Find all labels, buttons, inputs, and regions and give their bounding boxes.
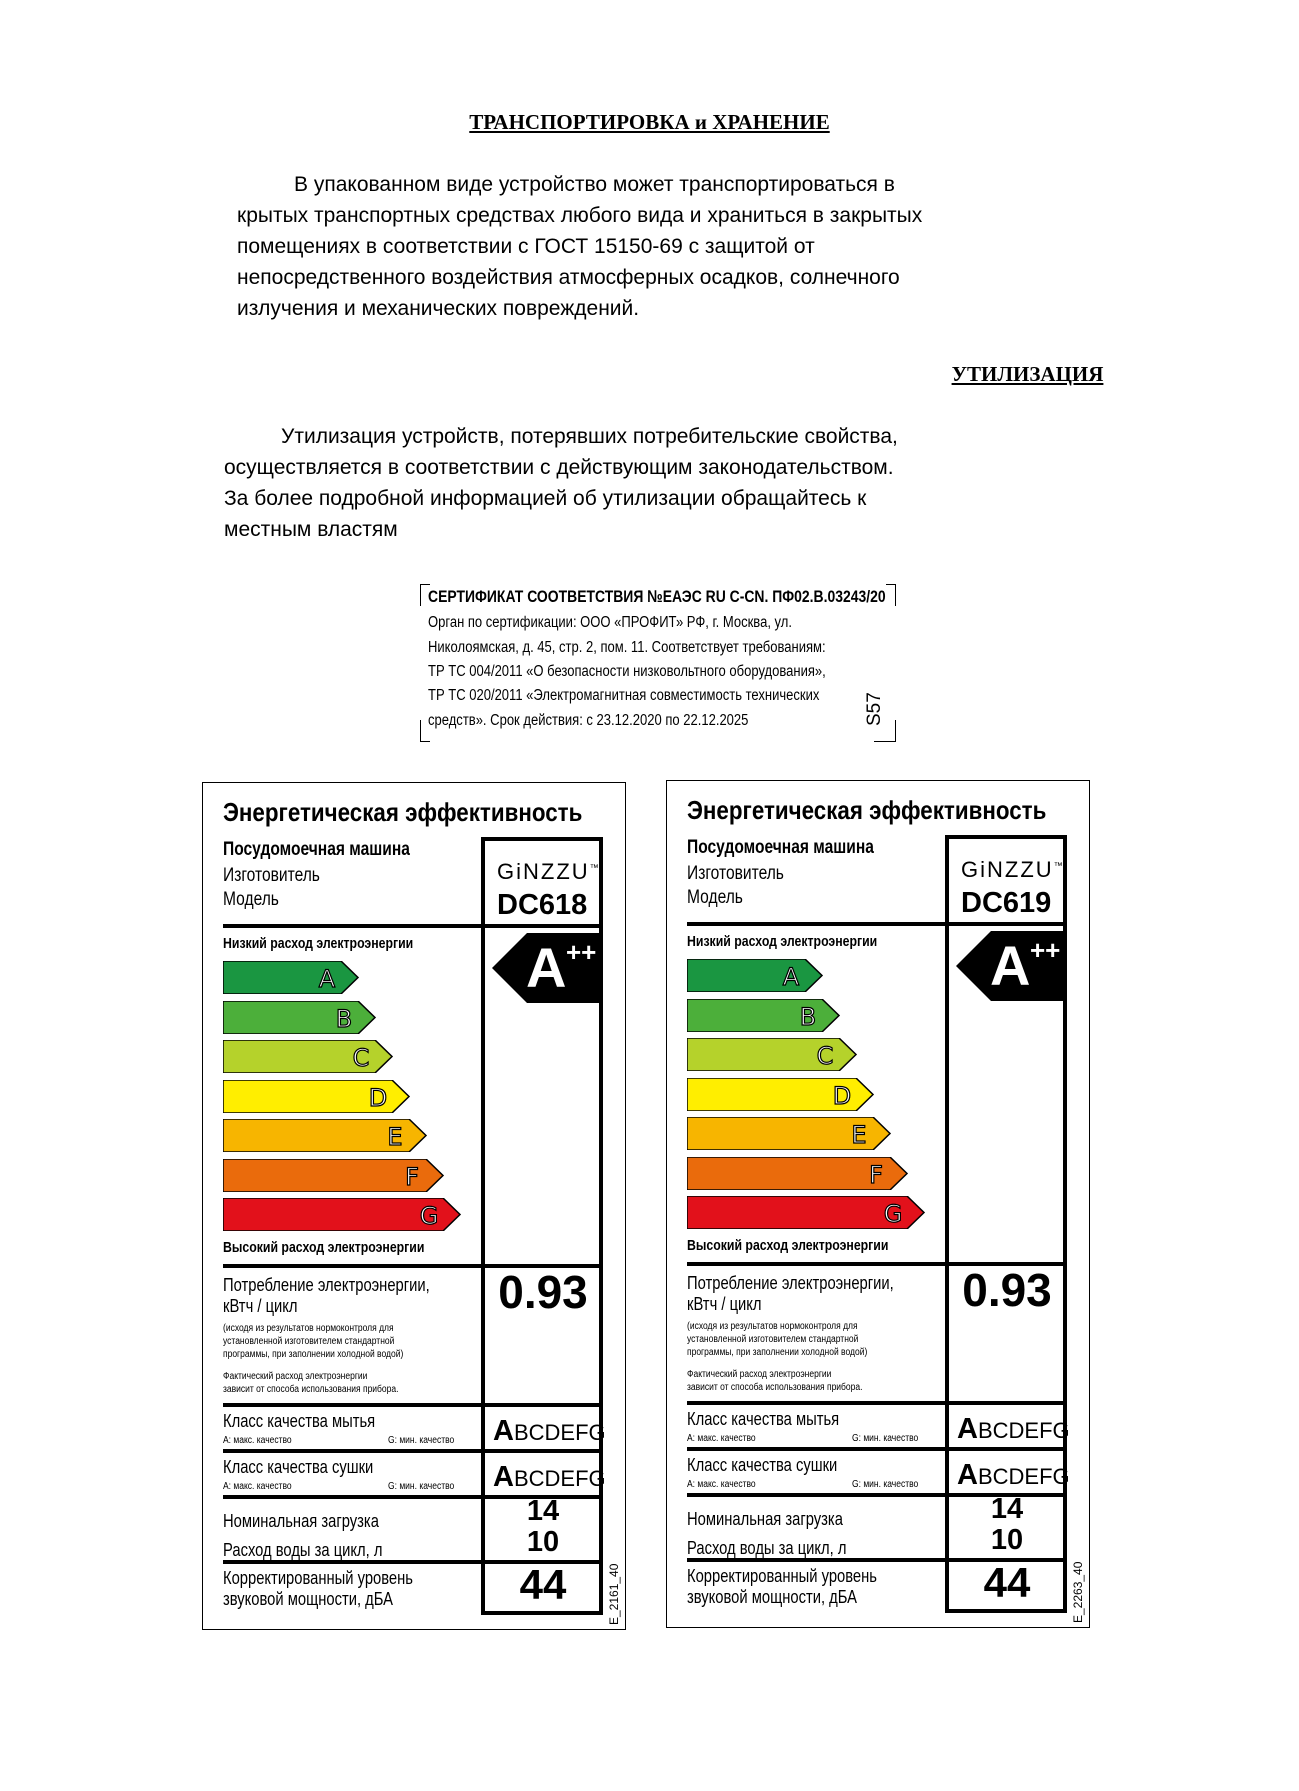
scale-bar-c bbox=[687, 1038, 859, 1071]
wash-max: А: макс. качество bbox=[223, 1435, 292, 1446]
scale-bar-letter: C bbox=[816, 1042, 834, 1070]
scale-bar-shape bbox=[223, 1001, 378, 1034]
scale-bar-shape bbox=[223, 1119, 429, 1152]
high-consumption-text: Высокий расход электроэнергии bbox=[687, 1237, 889, 1254]
label-title: Энергетическая эффективность bbox=[687, 795, 1047, 825]
noise-label: Корректированный уровень bbox=[223, 1568, 413, 1588]
dry-class-value: ABCDEFG bbox=[493, 1461, 606, 1493]
scale-bar-f bbox=[687, 1157, 910, 1190]
scale-bar-d bbox=[687, 1078, 876, 1111]
scale-bar-b bbox=[223, 1001, 378, 1034]
consumption-note: зависит от способа использования прибора. bbox=[223, 1384, 399, 1395]
high-consumption-text: Высокий расход электроэнергии bbox=[223, 1239, 425, 1256]
scale-bar-letter: B bbox=[799, 1002, 817, 1031]
scale-bar-letter: E bbox=[851, 1121, 867, 1149]
disposal-line: местным властям bbox=[224, 518, 398, 541]
label-title: Энергетическая эффективность bbox=[223, 797, 583, 827]
transport-line: излучения и механических повреждений. bbox=[237, 297, 640, 320]
rating-suffix: ++ bbox=[1030, 935, 1061, 965]
noise-value: 44 bbox=[519, 1561, 567, 1608]
consumption-note: Фактический расход электроэнергии bbox=[223, 1371, 368, 1382]
scale-bar-c bbox=[223, 1040, 395, 1073]
label-code: E_2263_40 bbox=[1071, 1561, 1085, 1623]
scale-bar-g bbox=[223, 1198, 463, 1231]
scale-bar-letter: A bbox=[782, 963, 800, 991]
load-value: 14 bbox=[526, 1495, 560, 1527]
water-label: Расход воды за цикл, л bbox=[223, 1540, 383, 1560]
wash-class-label: Класс качества мытья bbox=[223, 1411, 376, 1431]
consumption-note: зависит от способа использования прибора. bbox=[687, 1382, 863, 1393]
rating-letter: A bbox=[990, 934, 1031, 997]
brand-logo: GiNZZU™ bbox=[497, 859, 599, 884]
dry-class-label: Класс качества сушки bbox=[223, 1457, 374, 1477]
certificate-line: ТР ТС 020/2011 «Электромагнитная совместимость технических bbox=[428, 687, 820, 704]
scale-bar-shape bbox=[687, 959, 825, 992]
scale-bar-letter: F bbox=[405, 1162, 419, 1191]
dry-class-value: ABCDEFG bbox=[957, 1459, 1070, 1491]
disposal-line: Утилизация устройств, потерявших потребительские свойства, bbox=[281, 425, 898, 448]
wash-min: G: мин. качество bbox=[388, 1435, 455, 1446]
scale-bar-letter: D bbox=[832, 1081, 852, 1110]
scale-bar-b bbox=[687, 999, 842, 1032]
certificate-title: СЕРТИФИКАТ СООТВЕТСТВИЯ №ЕАЭС RU С-CN. ПФ02.В.03243/20 bbox=[428, 587, 886, 606]
certificate-line: Николоямская, д. 45, стр. 2, пом. 11. Соответствует требованиям: bbox=[428, 639, 826, 656]
water-value: 10 bbox=[990, 1524, 1024, 1556]
noise-label: звуковой мощности, дБА bbox=[687, 1587, 857, 1607]
consumption-note: Фактический расход электроэнергии bbox=[687, 1369, 832, 1380]
wash-class-value: ABCDEFG bbox=[957, 1413, 1070, 1445]
scale-bar-shape bbox=[223, 1159, 446, 1192]
scale-bar-f bbox=[223, 1159, 446, 1192]
low-consumption-text: Низкий расход электроэнергии bbox=[687, 933, 878, 950]
consumption-unit: кВтч / цикл bbox=[687, 1294, 762, 1314]
consumption-note: (исходя из результатов нормоконтроля для bbox=[687, 1321, 858, 1332]
consumption-value: 0.93 bbox=[962, 1264, 1052, 1316]
dry-max: А: макс. качество bbox=[223, 1481, 292, 1492]
manufacturer-label: Изготовитель bbox=[687, 863, 784, 884]
scale-bar-letter: C bbox=[352, 1044, 370, 1072]
model-label: Модель bbox=[687, 887, 743, 908]
scale-bar-letter: B bbox=[335, 1004, 353, 1033]
noise-label: Корректированный уровень bbox=[687, 1566, 877, 1586]
noise-label: звуковой мощности, дБА bbox=[223, 1589, 393, 1609]
scale-bar-shape bbox=[687, 1038, 859, 1071]
divider bbox=[687, 1401, 1067, 1405]
scale-bar-letter: G bbox=[883, 1200, 903, 1228]
scale-bar-shape bbox=[687, 1078, 876, 1111]
appliance-type: Посудомоечная машина bbox=[223, 839, 410, 860]
label-code: E_2161_40 bbox=[607, 1563, 621, 1625]
dry-min: G: мин. качество bbox=[388, 1481, 455, 1492]
consumption-value: 0.93 bbox=[498, 1266, 588, 1318]
consumption-note: установленной изготовителем стандартной bbox=[687, 1334, 859, 1345]
dry-max: А: макс. качество bbox=[687, 1479, 756, 1490]
dry-min: G: мин. качество bbox=[852, 1479, 919, 1490]
scale-bar-a bbox=[687, 959, 825, 992]
scale-bar-e bbox=[223, 1119, 429, 1152]
scale-bar-g bbox=[687, 1196, 927, 1229]
model-value: DC618 bbox=[497, 889, 588, 921]
brand-logo: GiNZZU™ bbox=[961, 857, 1063, 882]
scale-bar-shape bbox=[223, 1080, 412, 1113]
dry-class-label: Класс качества сушки bbox=[687, 1455, 838, 1475]
divider bbox=[223, 1403, 603, 1407]
certificate-line: ТР ТС 004/2011 «О безопасности низковольтного оборудования», bbox=[428, 663, 826, 680]
rating-letter: A bbox=[526, 936, 567, 999]
scale-bar-letter: E bbox=[387, 1123, 403, 1151]
wash-class-value: ABCDEFG bbox=[493, 1415, 606, 1447]
wash-max: А: макс. качество bbox=[687, 1433, 756, 1444]
model-value: DC619 bbox=[961, 887, 1052, 919]
wash-min: G: мин. качество bbox=[852, 1433, 919, 1444]
load-value: 14 bbox=[990, 1493, 1024, 1525]
appliance-type: Посудомоечная машина bbox=[687, 837, 874, 858]
water-value: 10 bbox=[526, 1526, 560, 1558]
transport-line: крытых транспортных средствах любого вида и храниться в закрытых bbox=[237, 204, 923, 227]
wash-class-label: Класс качества мытья bbox=[687, 1409, 840, 1429]
transport-line: В упакованном виде устройство может транспортироваться в bbox=[294, 173, 895, 196]
rating-arrow bbox=[492, 933, 603, 1003]
scale-bar-shape bbox=[223, 1198, 463, 1231]
disposal-heading: УТИЛИЗАЦИЯ bbox=[951, 362, 1104, 386]
energy-label bbox=[666, 780, 1090, 1628]
disposal-line: осуществляется в соответствии с действующим законодательством. bbox=[224, 456, 894, 479]
low-consumption-text: Низкий расход электроэнергии bbox=[223, 935, 414, 952]
scale-bar-letter: D bbox=[368, 1083, 388, 1112]
energy-label bbox=[202, 782, 626, 1630]
consumption-label: Потребление электроэнергии, bbox=[687, 1273, 894, 1293]
noise-value: 44 bbox=[983, 1559, 1031, 1606]
transport-line: помещениях в соответствии с ГОСТ 15150-69 с защитой от bbox=[237, 235, 815, 258]
disposal-line: За более подробной информацией об утилизации обращайтесь к bbox=[224, 487, 867, 510]
scale-bar-shape bbox=[687, 1117, 893, 1150]
model-label: Модель bbox=[223, 889, 279, 910]
scale-bar-shape bbox=[223, 961, 361, 994]
transport-line: непосредственного воздействия атмосферных осадков, солнечного bbox=[237, 266, 900, 289]
certificate-code: S57 bbox=[864, 692, 885, 726]
consumption-note: установленной изготовителем стандартной bbox=[223, 1336, 395, 1347]
consumption-note: (исходя из результатов нормоконтроля для bbox=[223, 1323, 394, 1334]
rating-suffix: ++ bbox=[566, 937, 597, 967]
rating-arrow bbox=[956, 931, 1067, 1001]
divider bbox=[687, 1447, 1067, 1451]
certificate-line: средств». Срок действия: с 23.12.2020 по 22.12.2025 bbox=[428, 712, 749, 729]
scale-bar-a bbox=[223, 961, 361, 994]
consumption-note: программы, при заполнении холодной водой) bbox=[687, 1347, 868, 1358]
scale-bar-e bbox=[687, 1117, 893, 1150]
scale-bar-letter: F bbox=[869, 1160, 883, 1189]
certificate-block bbox=[420, 584, 896, 742]
divider bbox=[223, 924, 603, 928]
load-label: Номинальная загрузка bbox=[687, 1509, 843, 1529]
scale-bar-shape bbox=[223, 1040, 395, 1073]
scale-bar-shape bbox=[687, 1157, 910, 1190]
scale-bar-shape bbox=[687, 999, 842, 1032]
manufacturer-label: Изготовитель bbox=[223, 865, 320, 886]
scale-bar-letter: A bbox=[318, 965, 336, 993]
consumption-note: программы, при заполнении холодной водой) bbox=[223, 1349, 404, 1360]
water-label: Расход воды за цикл, л bbox=[687, 1538, 847, 1558]
certificate-line: Орган по сертификации: ООО «ПРОФИТ» РФ, г. Москва, ул. bbox=[428, 614, 792, 631]
scale-bar-letter: G bbox=[419, 1202, 439, 1230]
load-label: Номинальная загрузка bbox=[223, 1511, 379, 1531]
consumption-unit: кВтч / цикл bbox=[223, 1296, 298, 1316]
divider bbox=[687, 922, 1067, 926]
consumption-label: Потребление электроэнергии, bbox=[223, 1275, 430, 1295]
transport-heading: ТРАНСПОРТИРОВКА и ХРАНЕНИЕ bbox=[469, 110, 830, 134]
scale-bar-d bbox=[223, 1080, 412, 1113]
scale-bar-shape bbox=[687, 1196, 927, 1229]
divider bbox=[223, 1449, 603, 1453]
